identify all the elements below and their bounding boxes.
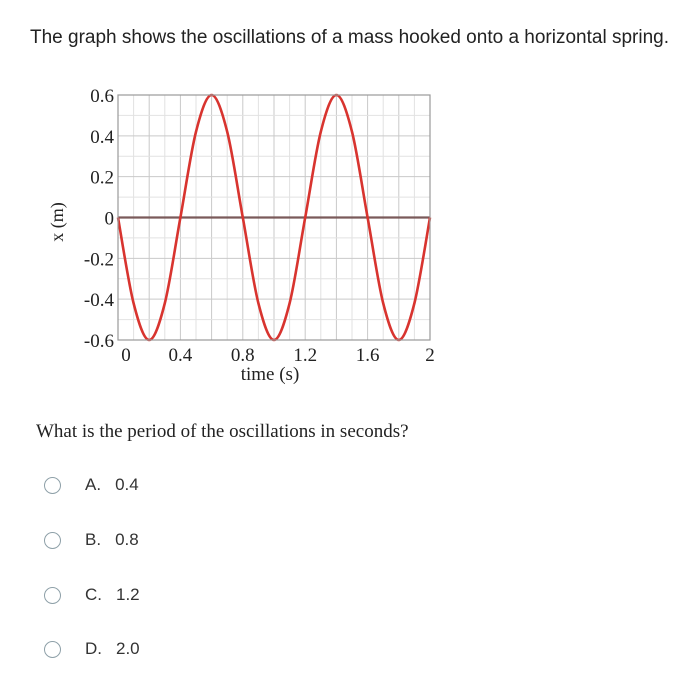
y-axis-label: x (m)	[47, 202, 67, 242]
radio-button[interactable]	[44, 587, 61, 604]
option-d[interactable]	[44, 636, 140, 662]
option-c[interactable]	[44, 582, 140, 608]
y-tick-label: 0.6	[90, 86, 114, 107]
option-value: 2.0	[116, 639, 140, 658]
radio-button[interactable]	[44, 477, 61, 494]
option-a[interactable]	[44, 472, 139, 498]
radio-button[interactable]	[44, 641, 61, 658]
option-value: 0.8	[115, 530, 139, 549]
x-tick-label: 0.8	[230, 345, 255, 366]
question-prompt: What is the period of the oscillations in seconds?	[36, 421, 409, 442]
x-tick-label: 1.6	[355, 345, 380, 366]
option-b[interactable]	[44, 527, 139, 553]
y-tick-label: -0.6	[83, 331, 114, 352]
option-letter: B.	[85, 530, 102, 549]
x-tick-label: 0.4	[168, 345, 193, 366]
option-letter: C.	[85, 585, 102, 604]
y-tick-labels	[84, 86, 115, 352]
x-tick-label: 0	[121, 345, 131, 366]
y-tick-label: -0.2	[83, 249, 114, 271]
x-axis-label: time (s)	[240, 364, 300, 385]
y-tick-label: 0	[104, 208, 114, 230]
y-tick-label: 0.4	[90, 126, 114, 148]
option-letter: D.	[85, 639, 102, 658]
option-value: 1.2	[116, 585, 140, 604]
option-value: 0.4	[115, 475, 139, 494]
option-letter: A.	[85, 475, 102, 494]
y-tick-label: 0.2	[90, 167, 114, 189]
radio-button[interactable]	[44, 532, 61, 549]
x-tick-label: 2	[425, 345, 435, 366]
x-tick-label: 1.2	[293, 345, 318, 366]
question-intro: The graph shows the oscillations of a mass hooked onto a horizontal spring.	[30, 27, 669, 48]
x-tick-labels	[121, 345, 435, 366]
y-tick-label: -0.4	[83, 290, 114, 312]
